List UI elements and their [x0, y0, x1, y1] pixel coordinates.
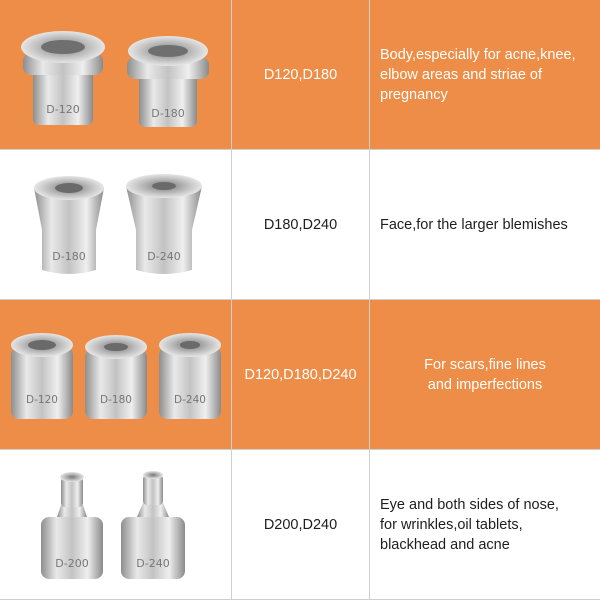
tip-d120: [21, 31, 105, 125]
svg-text:D-240: D-240: [173, 393, 206, 406]
diamond-tips-image: [11, 15, 221, 135]
tip-d180: [34, 176, 104, 274]
diamond-tips-image: [31, 465, 201, 585]
svg-text:D-180: D-180: [99, 393, 132, 406]
tip-d180: [127, 36, 209, 127]
model-cell: [232, 300, 370, 450]
description-text: Body,especially for acne,knee, elbow areas and striae of pregnancy: [380, 46, 576, 103]
tip-d120: [11, 333, 73, 419]
svg-text:D-200: D-200: [54, 556, 89, 570]
diamond-tips-image: [5, 325, 227, 425]
description-text: Face,for the larger blemishes: [380, 216, 568, 233]
model-text: D120,D180: [263, 66, 338, 83]
model-cell: [232, 450, 370, 600]
description-text: Eye and both sides of nose, for wrinkles,oil tablets, blackhead and acne: [380, 496, 559, 553]
description-cell: [370, 150, 600, 300]
description-text: For scars,fine lines and imperfections: [424, 356, 546, 393]
diamond-tips-image: [16, 170, 216, 280]
model-text: D200,D240: [263, 516, 338, 533]
description-cell: [370, 450, 600, 600]
tip-image-cell: [0, 0, 232, 150]
tip-d200: [41, 472, 103, 579]
tip-image-cell: [0, 300, 232, 450]
svg-text:D-240: D-240: [135, 556, 170, 570]
tip-image-cell: [0, 150, 232, 300]
svg-text:D-180: D-180: [51, 249, 86, 263]
model-text: D120,D180,D240: [244, 366, 357, 383]
tip-d240: [159, 333, 221, 419]
svg-text:D-120: D-120: [25, 393, 58, 406]
description-cell: [370, 0, 600, 150]
svg-text:D-120: D-120: [45, 102, 80, 116]
tip-d240: [126, 174, 202, 274]
svg-text:D-180: D-180: [150, 106, 185, 120]
tip-d240: [121, 471, 185, 579]
model-cell: [232, 150, 370, 300]
model-cell: [232, 0, 370, 150]
tip-d180: [85, 335, 147, 419]
tip-image-cell: [0, 450, 232, 600]
description-cell: [370, 300, 600, 450]
svg-text:D-240: D-240: [146, 249, 181, 263]
model-text: D180,D240: [263, 216, 338, 233]
